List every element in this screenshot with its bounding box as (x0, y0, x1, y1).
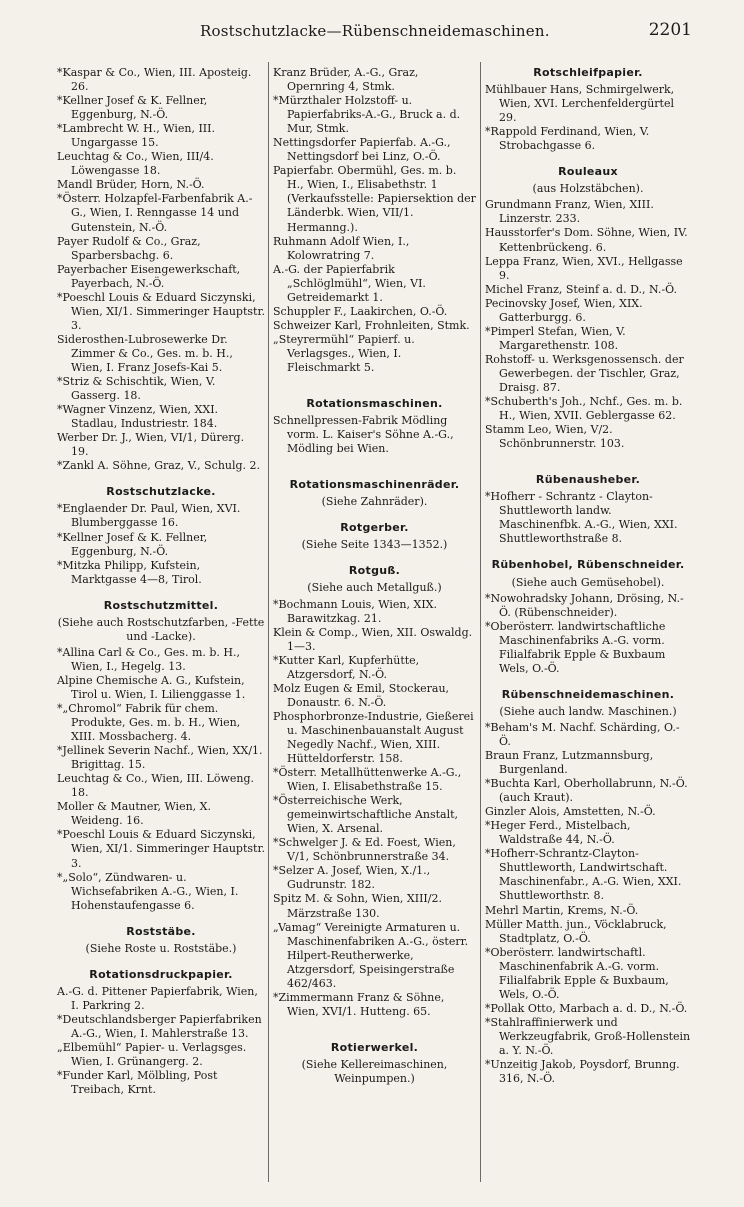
directory-entry: Mehrl Martin, Krems, N.-Ö. (485, 903, 639, 917)
directory-entry: *Poeschl Louis & Eduard Siczynski, Wien, XI/1. Simmeringer Hauptstr. 3. (57, 290, 265, 332)
entry-list (485, 721, 691, 1086)
entry-list (57, 985, 265, 1097)
directory-entry: *Schwelger J. & Ed. Foest, Wien, V/1, Schönbrunnerstraße 34. (273, 836, 456, 864)
directory-entry: Rohstoff- u. Werksgenossensch. der Gewerbegen. der Tischler, Graz, Draisg. 87. (485, 352, 684, 394)
directory-entry: *Mürzthaler Holzstoff- u. Papierfabriks-A.-G., Bruck a. d. Mur, Stmk. (273, 94, 461, 136)
directory-entry: Klein & Comp., Wien, XII. Oswaldg. 1—3. (273, 625, 473, 653)
directory-entry: *Stahlraffinierwerk und Werkzeugfabrik, Groß-Hollenstein a. Y. N.-Ö. (485, 1015, 691, 1057)
directory-entry: *Jellinek Severin Nachf., Wien, XX/1. Brigittag. 15. (57, 744, 263, 772)
directory-entry: Stamm Leo, Wien, V/2. Schönbrunnerstr. 103. (485, 423, 625, 451)
directory-entry: *Deutschlandsberger Papierfabriken A.-G., Wien, I. Mahlerstraße 13. (57, 1012, 262, 1040)
entry-list (57, 646, 265, 913)
directory-entry: Müller Matth. jun., Vöcklabruck, Stadtplatz, O.-Ö. (485, 917, 667, 945)
entry-list (273, 66, 476, 375)
directory-entry: Leuchtag & Co., Wien, III/4. Löwengasse 18. (57, 150, 214, 178)
directory-entry: *Pimperl Stefan, Wien, V. Margarethenstr. 108. (485, 324, 626, 352)
directory-entry: *Nowohradsky Johann, Drösing, N.-Ö. (Rübenschneider). (485, 591, 684, 619)
running-title: Rostschutzlacke—Rübenschneidemaschinen. (200, 22, 550, 40)
section-heading: Rotierwerkel. (330, 1040, 419, 1054)
section-heading: Rouleaux (558, 165, 618, 179)
section-heading: Rotguß. (348, 564, 401, 578)
entry-list (485, 83, 691, 153)
directory-entry: Mühlbauer Hans, Schmirgelwerk, Wien, XVI. Lerchenfeldergürtel 29. (485, 83, 675, 125)
directory-entry: A.-G. der Papierfabrik „Schlöglmühl“, Wien, VI. Getreidemarkt 1. (273, 262, 426, 304)
directory-entry: Phosphorbronze-Industrie, Gießerei u. Maschinenbauanstalt August Negedly Nachf., Wien, XIII. Hütteldorferstr. 158. (273, 709, 474, 766)
directory-entry: *Heger Ferd., Mistelbach, Waldstraße 44, N.-Ö. (485, 819, 631, 847)
directory-entry: *Österreichische Werk, gemeinwirtschaftliche Anstalt, Wien, X. Arsenal. (273, 794, 459, 836)
section-note: (Siehe Zahnräder). (321, 495, 428, 509)
entry-list (57, 502, 265, 586)
directory-entry: *Lambrecht W. H., Wien, III. Ungargasse 15. (57, 122, 215, 150)
directory-entry: Nettingsdorfer Papierfab. A.-G., Nettingsdorf bei Linz, O.-Ö. (273, 136, 451, 164)
directory-entry: *Wagner Vinzenz, Wien, XXI. Stadlau, Industriestr. 184. (57, 403, 219, 431)
directory-entry: *Poeschl Louis & Eduard Siczynski, Wien, XI/1. Simmeringer Hauptstr. 3. (57, 828, 265, 870)
column-3 (485, 66, 691, 1187)
directory-entry: *Striz & Schischtik, Wien, V. Gasserg. 18. (57, 375, 216, 403)
section-heading: Rübenausheber. (535, 473, 641, 487)
directory-entry: *Buchta Karl, Oberhollabrunn, N.-Ö. (auch Kraut). (485, 777, 688, 805)
directory-entry: Moller & Mautner, Wien, X. Weideng. 16. (57, 800, 211, 828)
column-divider (480, 62, 481, 1182)
entry-list (273, 598, 476, 1019)
directory-entry: A.-G. d. Pittener Papierfabrik, Wien, I. Parkring 2. (57, 984, 258, 1012)
directory-entry: Pecinovsky Josef, Wien, XIX. Gatterburgg. 6. (485, 296, 643, 324)
section-note: (Siehe auch landw. Maschinen.) (499, 704, 677, 718)
directory-entry: Schweizer Karl, Frohnleiten, Stmk. (273, 318, 470, 332)
directory-entry: Schnellpressen-Fabrik Mödling vorm. L. Kaiser's Söhne A.-G., Mödling bei Wien. (273, 414, 454, 456)
section-heading: Rotationsmaschinenräder. (289, 478, 460, 492)
directory-entry: *Hofherr-Schrantz-Clayton-Shuttleworth, Landwirtschaft. Maschinenfabr., A.-G. Wien, XXI. Shuttleworthstr. 8. (485, 847, 682, 903)
column-1 (57, 66, 265, 1187)
directory-entry: Grundmann Franz, Wien, XIII. Linzerstr. 233. (485, 198, 654, 226)
directory-entry: Ruhmann Adolf Wien, I., Kolowratring 7. (273, 234, 410, 262)
section-note: (Siehe auch Metallguß.) (307, 581, 442, 595)
section-heading: Rübenhobel, Rübenschneider. (491, 558, 685, 572)
directory-entry: Leuchtag & Co., Wien, III. Löweng. 18. (57, 772, 255, 800)
section-note: (Siehe Roste u. Roststäbe.) (85, 941, 237, 955)
directory-entry: Payer Rudolf & Co., Graz, Sparbersbachg. 6. (57, 234, 201, 262)
section-heading: Rotationsmaschinen. (306, 397, 443, 411)
directory-entry: Mandl Brüder, Horn, N.-Ö. (57, 178, 205, 192)
directory-entry: *Kellner Josef & K. Fellner, Eggenburg, N.-Ö. (57, 94, 208, 122)
section-heading: Rostschutzmittel. (103, 598, 219, 612)
directory-entry: Papierfabr. Obermühl, Ges. m. b. H., Wien, I., Elisabethstr. 1 (Verkaufsstelle: Papiersektion der Länderbk. Wien, VII/1. Hermanng.). (273, 164, 476, 234)
section-note: (Siehe Kellereimaschinen, Weinpumpen.) (301, 1057, 448, 1085)
section-heading: Rotschleifpapier. (533, 66, 643, 79)
directory-entry: Leppa Franz, Wien, XVI., Hellgasse 9. (485, 254, 683, 282)
directory-entry: *Zimmermann Franz & Söhne, Wien, XVI/1. Hutteng. 65. (273, 990, 445, 1018)
directory-entry: Siderosthen-Lubrosewerke Dr. Zimmer & Co., Ges. m. b. H., Wien, I. Franz Josefs-Kai 5. (57, 332, 233, 374)
entry-list (485, 198, 691, 451)
directory-entry: *Kaspar & Co., Wien, III. Aposteig. 26. (57, 66, 252, 94)
directory-entry: *Beham's M. Nachf. Schärding, O.-Ö. (485, 720, 680, 748)
directory-entry: Werber Dr. J., Wien, VI/1, Dürerg. 19. (57, 431, 245, 459)
directory-entry: *Hofherr - Schrantz - Clayton-Shuttleworth landw. Maschinenfbk. A.-G., Wien, XXI. Shuttleworthstraße 8. (485, 490, 678, 546)
directory-entry: „Elbemühl“ Papier- u. Verlagsges. Wien, I. Grünangerg. 2. (57, 1041, 247, 1069)
entry-list (485, 592, 691, 676)
section-heading: Rostschutzlacke. (106, 485, 216, 499)
directory-entry: Payerbacher Eisengewerkschaft, Payerbach, N.-Ö. (57, 262, 241, 290)
directory-entry: Hausstorfer's Dom. Söhne, Wien, IV. Kettenbrückeng. 6. (485, 226, 688, 254)
directory-entry: *Allina Carl & Co., Ges. m. b. H., Wien, I., Hegelg. 13. (57, 645, 240, 673)
directory-entry: *Selzer A. Josef, Wien, X./1., Gudrunstr. 182. (273, 864, 431, 892)
directory-entry: *Bochmann Louis, Wien, XIX. Barawitzkag. 21. (273, 597, 437, 625)
entry-list (485, 490, 691, 546)
directory-entry: *Oberösterr. landwirtschaftliche Maschinenfabriks A.-G. vorm. Filialfabrik Epple & Buxbaum Wels, O.-Ö. (485, 619, 666, 675)
section-note: (Siehe auch Gemüsehobel). (511, 575, 665, 589)
directory-entry: Ginzler Alois, Amstetten, N.-Ö. (485, 805, 656, 819)
directory-entry: „Vamag“ Vereinigte Armaturen u. Maschinenfabriken A.-G., österr. Hilpert-Reutherwerke, Atzgersdorf, Speisingerstraße 462/463. (273, 920, 469, 990)
directory-entry: *„Chromol“ Fabrik für chem. Produkte, Ges. m. b. H., Wien, XIII. Mossbacherg. 4. (57, 702, 241, 744)
directory-entry: *Österr. Metallhüttenwerke A.-G., Wien, I. Elisabethstraße 15. (273, 766, 462, 794)
page-number: 2201 (648, 20, 692, 40)
section-note: (aus Holzstäbchen). (532, 182, 644, 196)
directory-entry: *Pollak Otto, Marbach a. d. D., N.-Ö. (485, 1001, 688, 1015)
section-note: (Siehe Seite 1343—1352.) (301, 538, 448, 552)
directory-entry: „Steyrermühl“ Papierf. u. Verlagsges., Wien, I. Fleischmarkt 5. (273, 332, 415, 374)
directory-entry: Spitz M. & Sohn, Wien, XIII/2. Märzstraße 130. (273, 892, 442, 920)
directory-entry: Michel Franz, Steinf a. d. D., N.-Ö. (485, 282, 678, 296)
directory-entry: *Englaender Dr. Paul, Wien, XVI. Blumberggasse 16. (57, 502, 241, 530)
directory-entry: *Österr. Holzapfel-Farbenfabrik A.-G., Wien, I. Renngasse 14 und Gutenstein, N.-Ö. (57, 192, 253, 234)
column-divider (268, 62, 269, 1182)
directory-entry: *Oberösterr. landwirtschaftl. Maschinenfabrik A.-G. vorm. Filialfabrik Epple & Buxbaum, Wels, O.-Ö. (485, 945, 669, 1001)
entry-list (57, 66, 265, 473)
directory-entry: Alpine Chemische A. G., Kufstein, Tirol u. Wien, I. Lilienggasse 1. (57, 673, 246, 701)
section-note: (Siehe auch Rostschutzfarben, -Fette und -Lacke). (57, 615, 265, 643)
directory-entry: *Zankl A. Söhne, Graz, V., Schulg. 2. (57, 459, 261, 473)
directory-entry: Schuppler F., Laakirchen, O.-Ö. (273, 304, 448, 318)
directory-entry: Molz Eugen & Emil, Stockerau, Donaustr. 6. N.-Ö. (273, 681, 450, 709)
section-heading: Rübenschneidemaschinen. (501, 687, 675, 701)
directory-entry: *Kutter Karl, Kupferhütte, Atzgersdorf, N.-Ö. (273, 653, 420, 681)
page-header (0, 22, 744, 48)
directory-entry: *Kellner Josef & K. Fellner, Eggenburg, N.-Ö. (57, 530, 208, 558)
directory-entry: *„Solo“, Zündwaren- u. Wichsefabriken A.-G., Wien, I. Hohenstaufengasse 6. (57, 870, 239, 912)
directory-entry: Braun Franz, Lutzmannsburg, Burgenland. (485, 749, 654, 777)
column-2 (273, 66, 476, 1187)
directory-entry: *Unzeitig Jakob, Poysdorf, Brunng. 316, N.-Ö. (485, 1058, 680, 1086)
directory-entry: *Funder Karl, Mölbling, Post Treibach, Krnt. (57, 1069, 218, 1097)
directory-entry: Kranz Brüder, A.-G., Graz, Opernring 4, Stmk. (273, 66, 419, 94)
entry-list (273, 414, 476, 456)
directory-entry: *Mitzka Philipp, Kufstein, Marktgasse 4—8, Tirol. (57, 558, 202, 586)
section-heading: Rotationsdruckpapier. (89, 967, 233, 981)
directory-entry: *Rappold Ferdinand, Wien, V. Strobachgasse 6. (485, 125, 650, 153)
section-heading: Rotgerber. (340, 521, 409, 535)
section-heading: Roststäbe. (126, 924, 196, 938)
directory-entry: *Schuberth's Joh., Nchf., Ges. m. b. H., Wien, XVII. Geblergasse 62. (485, 395, 683, 423)
